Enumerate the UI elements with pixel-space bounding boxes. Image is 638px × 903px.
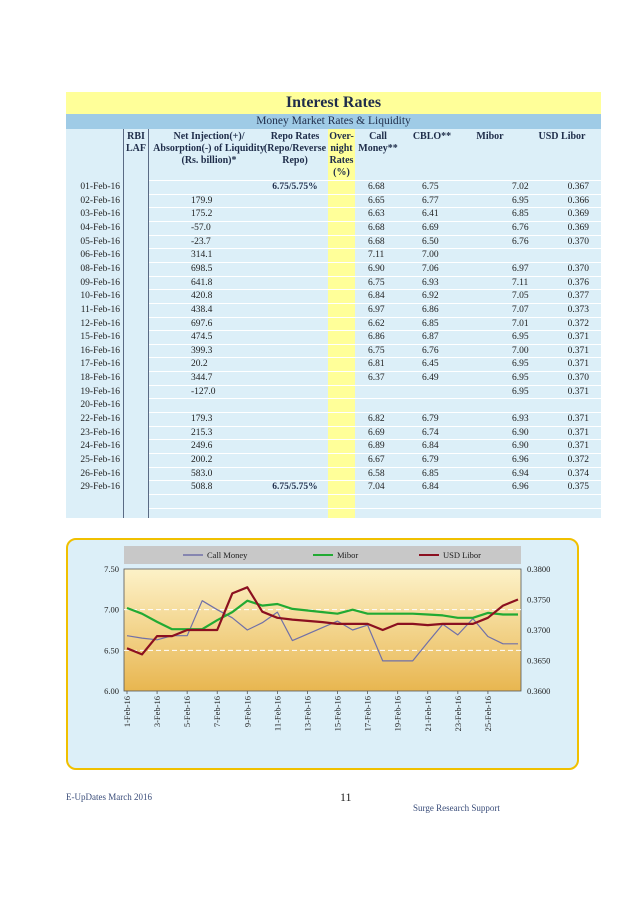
legend-label: Call Money	[207, 550, 248, 560]
row-divider	[149, 385, 601, 386]
table-row	[66, 358, 601, 371]
repo-rate-cell: 6.75/5.75%	[272, 182, 318, 192]
usd-libor-cell: 0.375	[567, 482, 589, 493]
table-row	[66, 263, 601, 276]
header-net-injection: Net Injection(+)/ Absorption(-) of Liquidity (Rs. billion)*	[153, 131, 265, 166]
usd-libor-cell: 0.371	[567, 359, 589, 370]
x-tick-label: 25-Feb-16	[482, 696, 493, 732]
call-money-cell: 6.68	[368, 222, 385, 233]
date-cell: 17-Feb-16	[80, 359, 120, 370]
cblo-cell: 6.84	[422, 482, 439, 493]
call-money-cell: 6.37	[368, 373, 385, 384]
mibor-cell: 7.01	[512, 318, 529, 329]
usd-libor-cell: 0.376	[567, 277, 589, 288]
y-left-tick-label: 7.50	[104, 564, 119, 574]
mibor-cell: 6.93	[512, 414, 529, 425]
date-cell: 06-Feb-16	[80, 250, 120, 261]
table-row	[66, 290, 601, 303]
table-row	[66, 318, 601, 331]
usd-libor-cell: 0.369	[567, 222, 589, 233]
page-title: Interest Rates	[66, 92, 601, 114]
net-injection-cell: 641.8	[191, 277, 213, 288]
row-divider	[149, 221, 601, 222]
date-cell: 01-Feb-16	[80, 182, 120, 192]
row-divider	[149, 412, 601, 413]
usd-libor-cell: 0.377	[567, 291, 589, 302]
call-money-cell: 6.82	[368, 414, 385, 425]
cblo-cell: 6.50	[422, 236, 439, 247]
x-tick-label: 23-Feb-16	[452, 696, 463, 732]
y-left-tick-label: 7.00	[104, 604, 119, 615]
row-divider	[149, 426, 601, 427]
row-divider	[149, 262, 601, 263]
mibor-cell: 7.07	[512, 304, 529, 315]
mibor-cell: 6.76	[512, 222, 529, 233]
usd-libor-cell: 0.372	[567, 455, 589, 465]
usd-libor-cell: 0.370	[567, 263, 589, 274]
net-injection-cell: 474.5	[191, 332, 213, 343]
table-row	[66, 468, 601, 481]
call-money-cell: 6.62	[368, 318, 385, 329]
table-row	[66, 277, 601, 290]
row-divider	[149, 303, 601, 304]
x-tick-label: 7-Feb-16	[212, 696, 223, 728]
table-row	[66, 386, 601, 399]
date-cell: 29-Feb-16	[80, 482, 120, 493]
row-divider	[149, 289, 601, 290]
usd-libor-cell: 0.373	[567, 304, 589, 315]
x-tick-label: 9-Feb-16	[242, 696, 253, 728]
legend-label: Mibor	[337, 550, 359, 560]
cblo-cell: 6.93	[422, 277, 439, 288]
table-row	[66, 427, 601, 440]
table-row	[66, 331, 601, 344]
net-injection-cell: 583.0	[191, 468, 213, 479]
call-money-cell: 7.04	[368, 482, 385, 493]
usd-libor-cell: 0.372	[567, 318, 589, 329]
cblo-cell: 6.49	[422, 373, 439, 384]
call-money-cell: 6.84	[368, 291, 385, 302]
mibor-cell: 6.90	[512, 441, 529, 452]
footer-publisher: Surge Research Support	[413, 803, 500, 813]
date-cell: 04-Feb-16	[80, 222, 120, 233]
net-injection-cell: 697.6	[191, 318, 213, 329]
row-divider	[149, 398, 601, 399]
mibor-cell: 6.76	[512, 236, 529, 247]
table-row	[66, 454, 601, 467]
x-tick-label: 3-Feb-16	[152, 696, 163, 728]
cblo-cell: 6.77	[422, 195, 439, 206]
cblo-cell: 6.85	[422, 318, 439, 329]
footer-publication: E-UpDates March 2016	[66, 792, 152, 802]
net-injection-cell: 249.6	[191, 441, 213, 452]
mibor-cell: 6.95	[512, 373, 529, 384]
usd-libor-cell: 0.371	[567, 386, 589, 397]
header-usd-libor: USD Libor	[538, 131, 586, 142]
mibor-cell: 6.95	[512, 386, 529, 397]
call-money-cell: 6.67	[368, 455, 385, 465]
call-money-cell: 6.63	[368, 209, 385, 220]
table-row	[66, 413, 601, 426]
mibor-cell: 6.96	[512, 455, 529, 465]
date-cell: 05-Feb-16	[80, 236, 120, 247]
cblo-cell: 6.45	[422, 359, 439, 370]
y-right-tick-label: 0.3700	[527, 625, 551, 635]
mibor-cell: 7.02	[512, 182, 529, 192]
cblo-cell: 6.74	[422, 427, 439, 438]
row-divider	[149, 207, 601, 208]
header-call-money: Call Money**	[358, 131, 398, 154]
date-cell: 20-Feb-16	[80, 400, 120, 411]
net-injection-cell: 215.3	[191, 427, 213, 438]
row-divider	[149, 180, 601, 181]
cblo-cell: 6.41	[422, 209, 439, 220]
net-injection-cell: 698.5	[191, 263, 213, 274]
mibor-cell: 6.85	[512, 209, 529, 220]
table-subtitle: Money Market Rates & Liquidity	[66, 114, 601, 129]
x-tick-label: 21-Feb-16	[422, 696, 433, 732]
row-divider	[149, 467, 601, 468]
call-money-cell: 6.86	[368, 332, 385, 343]
table-row	[66, 181, 601, 194]
header-overnight-rates: Over-night Rates (%)	[329, 131, 354, 178]
net-injection-cell: 200.2	[191, 455, 213, 465]
call-money-cell: 6.89	[368, 441, 385, 452]
row-divider	[149, 330, 601, 331]
row-divider	[149, 453, 601, 454]
date-cell: 09-Feb-16	[80, 277, 120, 288]
call-money-cell: 6.97	[368, 304, 385, 315]
table-row	[66, 372, 601, 385]
cblo-cell: 6.86	[422, 304, 439, 315]
date-cell: 16-Feb-16	[80, 345, 120, 356]
y-right-tick-label: 0.3650	[527, 655, 551, 666]
date-cell: 25-Feb-16	[80, 455, 120, 465]
table-row	[66, 249, 601, 262]
call-money-cell: 6.69	[368, 427, 385, 438]
date-cell: 02-Feb-16	[80, 195, 120, 206]
mibor-cell: 7.05	[512, 291, 529, 302]
call-money-cell: 6.65	[368, 195, 385, 206]
cblo-cell: 6.85	[422, 468, 439, 479]
net-injection-cell: 344.7	[191, 373, 213, 384]
row-divider	[149, 344, 601, 345]
x-tick-label: 1-Feb-16	[122, 696, 132, 728]
net-injection-cell: 314.1	[191, 250, 213, 261]
page-number: 11	[340, 790, 352, 804]
date-cell: 19-Feb-16	[80, 386, 120, 397]
rates-line-chart	[68, 540, 577, 768]
net-injection-cell: 508.8	[191, 482, 213, 493]
usd-libor-cell: 0.370	[567, 373, 589, 384]
net-injection-cell: 420.8	[191, 291, 213, 302]
x-tick-label: 17-Feb-16	[362, 696, 373, 732]
legend-label: USD Libor	[443, 550, 482, 560]
net-injection-cell: 179.9	[191, 195, 213, 206]
y-left-tick-label: 6.00	[104, 686, 119, 696]
usd-libor-cell: 0.370	[567, 236, 589, 247]
call-money-cell: 6.81	[368, 359, 385, 370]
cblo-cell: 6.87	[422, 332, 439, 343]
net-injection-cell: 438.4	[191, 304, 213, 315]
date-cell: 10-Feb-16	[80, 291, 120, 302]
date-cell: 15-Feb-16	[80, 332, 120, 343]
call-money-cell: 6.90	[368, 263, 385, 274]
row-divider	[149, 439, 601, 440]
x-tick-label: 5-Feb-16	[182, 696, 193, 728]
usd-libor-cell: 0.371	[567, 441, 589, 452]
y-right-tick-label: 0.3750	[527, 594, 551, 605]
row-divider	[149, 317, 601, 318]
header-cblo: CBLO**	[412, 131, 452, 142]
call-money-cell: 6.58	[368, 468, 385, 479]
date-cell: 12-Feb-16	[80, 318, 120, 329]
cblo-cell: 6.92	[422, 291, 439, 302]
net-injection-cell: 179.3	[191, 414, 213, 425]
y-right-tick-label: 0.3600	[527, 686, 551, 696]
mibor-cell: 6.95	[512, 332, 529, 343]
cblo-cell: 6.75	[422, 182, 439, 192]
table-row	[66, 222, 601, 235]
usd-libor-cell: 0.371	[567, 345, 589, 356]
call-money-cell: 6.75	[368, 277, 385, 288]
net-injection-cell: 175.2	[191, 209, 213, 220]
row-divider	[149, 508, 601, 509]
row-divider	[149, 521, 601, 522]
rates-chart	[66, 538, 579, 770]
x-tick-label: 15-Feb-16	[332, 696, 343, 732]
date-cell: 23-Feb-16	[80, 427, 120, 438]
header-repo-rates: Repo Rates (Repo/Reverse Repo)	[263, 131, 327, 166]
repo-rate-cell: 6.75/5.75%	[272, 482, 318, 493]
usd-libor-cell: 0.371	[567, 332, 589, 343]
net-injection-cell: 399.3	[191, 345, 213, 356]
usd-libor-cell: 0.371	[567, 414, 589, 425]
date-cell: 11-Feb-16	[80, 304, 120, 315]
rates-table	[66, 129, 601, 518]
date-cell: 03-Feb-16	[80, 209, 120, 220]
row-divider	[149, 235, 601, 236]
y-right-tick-label: 0.3800	[527, 564, 551, 574]
call-money-cell: 6.68	[368, 236, 385, 247]
usd-libor-cell: 0.366	[567, 195, 589, 206]
mibor-cell: 7.11	[512, 277, 529, 288]
table-row	[66, 208, 601, 221]
table-row	[66, 236, 601, 249]
x-tick-label: 11-Feb-16	[272, 696, 283, 732]
table-row	[66, 345, 601, 358]
row-divider	[149, 357, 601, 358]
row-divider	[149, 248, 601, 249]
date-cell: 26-Feb-16	[80, 468, 120, 479]
header-mibor: Mibor	[476, 131, 504, 142]
table-row	[66, 304, 601, 317]
date-cell: 22-Feb-16	[80, 414, 120, 425]
date-cell: 18-Feb-16	[80, 373, 120, 384]
cblo-cell: 6.79	[422, 414, 439, 425]
call-money-cell: 6.68	[368, 182, 385, 192]
usd-libor-cell: 0.374	[567, 468, 589, 479]
cblo-cell: 6.79	[422, 455, 439, 465]
header-rbi-laf: RBI LAF	[126, 131, 146, 154]
net-injection-cell: -127.0	[191, 386, 216, 397]
row-divider	[149, 494, 601, 495]
row-divider	[149, 276, 601, 277]
net-injection-cell: 20.2	[191, 359, 208, 370]
x-tick-label: 13-Feb-16	[302, 696, 313, 732]
date-cell: 08-Feb-16	[80, 263, 120, 274]
row-divider	[149, 371, 601, 372]
mibor-cell: 7.00	[512, 345, 529, 356]
row-divider	[149, 480, 601, 481]
y-left-tick-label: 6.50	[104, 645, 119, 656]
mibor-cell: 6.96	[512, 482, 529, 493]
date-cell: 24-Feb-16	[80, 441, 120, 452]
row-divider	[149, 194, 601, 195]
mibor-cell: 6.90	[512, 427, 529, 438]
mibor-cell: 6.97	[512, 263, 529, 274]
net-injection-cell: -23.7	[191, 236, 211, 247]
cblo-cell: 7.06	[422, 263, 439, 274]
cblo-cell: 7.00	[422, 250, 439, 261]
net-injection-cell: -57.0	[191, 222, 211, 233]
usd-libor-cell: 0.371	[567, 427, 589, 438]
mibor-cell: 6.95	[512, 195, 529, 206]
table-row	[66, 481, 601, 494]
cblo-cell: 6.76	[422, 345, 439, 356]
usd-libor-cell: 0.369	[567, 209, 589, 220]
mibor-cell: 6.94	[512, 468, 529, 479]
table-row	[66, 195, 601, 208]
mibor-cell: 6.95	[512, 359, 529, 370]
call-money-cell: 7.11	[368, 250, 385, 261]
cblo-cell: 6.69	[422, 222, 439, 233]
call-money-cell: 6.75	[368, 345, 385, 356]
usd-libor-cell: 0.367	[567, 182, 589, 192]
x-tick-label: 19-Feb-16	[392, 696, 403, 732]
table-row	[66, 440, 601, 453]
cblo-cell: 6.84	[422, 441, 439, 452]
table-row	[66, 399, 601, 412]
